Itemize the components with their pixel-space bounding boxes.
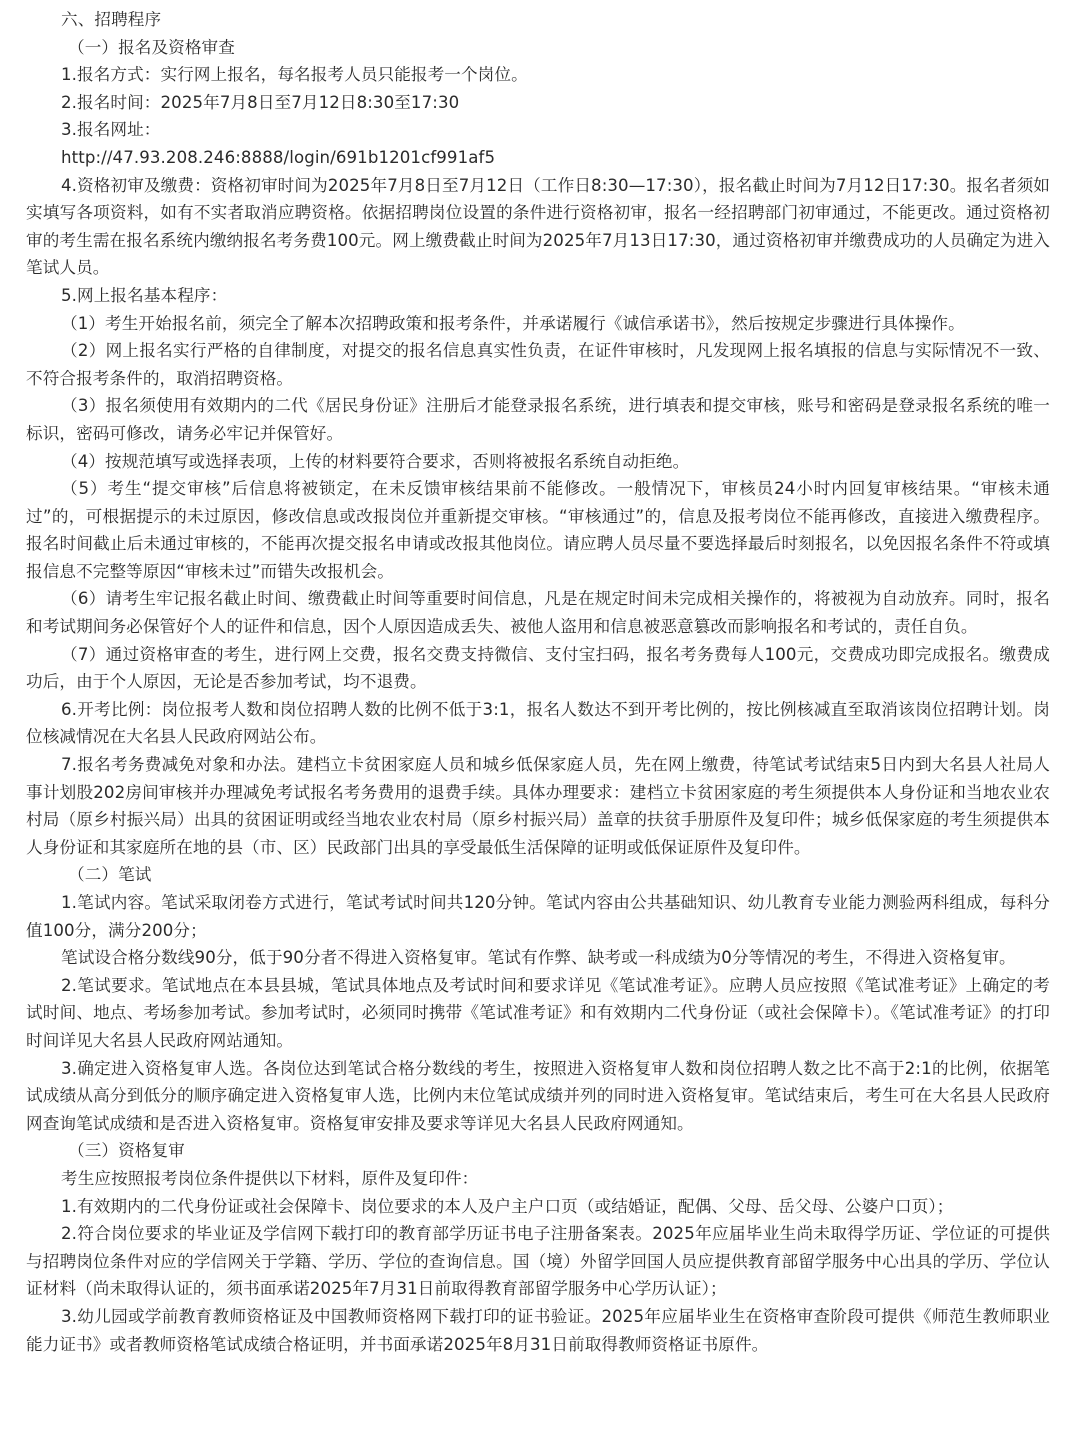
paragraph-registration-time: 2.报名时间：2025年7月8日至7月12日8:30至17:30 — [61, 92, 460, 112]
procedure-step-4: （4）按规范填写或选择表项，上传的材料要符合要求，否则将被报名系统自动拒绝。 — [61, 451, 690, 471]
material-item-2: 2.符合岗位要求的毕业证及学信网下载打印的教育部学历证书电子注册备案表。2025年应届毕业生尚未取得学历证、学位证的可提供与招聘岗位条件对应的学信网关于学籍、学历、学位的查询信息。国（境）外留学回国人员应提供教育部留学服务中心出具的学历、学位认证材料（尚未取得认证的，须书面承诺2025年7月31日前取得教育部留学服务中心学历认证）； — [26, 1224, 1050, 1299]
procedure-step-6: （6）请考生牢记报名截止时间、缴费截止时间等重要时间信息，凡是在规定时间未完成相关操作的，将被视为自动放弃。同时，报名和考试期间务必保管好个人的证件和信息，因个人原因造成丢失、被他人盗用和信息被恶意篡改而影响报名和考试的，责任自负。 — [26, 589, 1050, 637]
paragraph-online-procedure: 5.网上报名基本程序： — [61, 285, 228, 305]
procedure-step-7: （7）通过资格审查的考生，进行网上交费，报名交费支持微信、支付宝扫码，报名考务费每人100元，交费成功即完成报名。缴费成功后，由于个人原因，无论是否参加考试，均不退费。 — [26, 644, 1050, 692]
procedure-step-2: （2）网上报名实行严格的自律制度，对提交的报名信息真实性负责，在证件审核时，凡发现网上报名填报的信息与实际情况不一致、不符合报考条件的，取消招聘资格。 — [26, 341, 1050, 388]
paragraph-registration-url-label: 3.报名网址： — [61, 120, 161, 140]
paragraph-exam-content: 1.笔试内容。笔试采取闭卷方式进行，笔试考试时间共120分钟。笔试内容由公共基础知识、幼儿教育专业能力测验两科组成，每科分值100分，满分200分； — [26, 893, 1050, 940]
subsection-title-written-exam: （二）笔试 — [68, 865, 152, 885]
subsection-title-qualification-review: （三）资格复审 — [68, 1141, 185, 1161]
document-body — [26, 6, 1050, 1358]
paragraph-review-candidates: 3.确定进入资格复审人选。各岗位达到笔试合格分数线的考生，按照进入资格复审人数和岗位招聘人数之比不高于2:1的比例，依据笔试成绩从高分到低分的顺序确定进入资格复审人选，比例内末位笔试成绩并列的同时进入资格复审。笔试结束后，考生可在大名县人民政府网查询笔试成绩和是否进入资格复审。资格复审安排及要求等详见大名县人民政府网通知。 — [26, 1058, 1050, 1133]
paragraph-registration-method: 1.报名方式：实行网上报名，每名报考人员只能报考一个岗位。 — [61, 65, 528, 85]
material-item-1: 1.有效期内的二代身份证或社会保障卡、岗位要求的本人及户主户口页（或结婚证，配偶、父母、岳父母、公婆户口页）； — [61, 1196, 954, 1216]
paragraph-fee-waiver: 7.报名考务费减免对象和办法。建档立卡贫困家庭人员和城乡低保家庭人员，先在网上缴费，待笔试考试结束5日内到大名县人社局人事计划股202房间审核并办理减免考试报名考务费用的退费手续。具体办理要求：建档立卡贫困家庭的考生须提供本人身份证和当地农业农村局（原乡村振兴局）出具的贫困证明或经当地农业农村局（原乡村振兴局）盖章的扶贫手册原件及复印件；城乡低保家庭的考生须提供本人身份证和其家庭所在地的县（市、区）民政部门出具的享受最低生活保障的证明或低保证原件及复印件。 — [26, 755, 1050, 857]
procedure-step-3: （3）报名须使用有效期内的二代《居民身份证》注册后才能登录报名系统，进行填表和提交审核，账号和密码是登录报名系统的唯一标识，密码可修改，请务必牢记并保管好。 — [26, 396, 1050, 443]
paragraph-exam-requirements: 2.笔试要求。笔试地点在本县县城，笔试具体地点及考试时间和要求详见《笔试准考证》。应聘人员应按照《笔试准考证》上确定的考试时间、地点、考场参加考试。参加考试时，必须同时携带《笔试准考证》和有效期内二代身份证（或社会保障卡）。《笔试准考证》的打印时间详见大名县人民政府网站通知。 — [26, 975, 1050, 1050]
material-item-3: 3.幼儿园或学前教育教师资格证及中国教师资格网下载打印的证书验证。2025年应届毕业生在资格审查阶段可提供《师范生教师职业能力证书》或者教师资格笔试成绩合格证明，并书面承诺2025年8月31日前取得教师资格证书原件。 — [26, 1306, 1050, 1354]
procedure-step-1: （1）考生开始报名前，须完全了解本次招聘政策和报考条件，并承诺履行《诚信承诺书》，然后按规定步骤进行具体操作。 — [61, 313, 965, 333]
registration-url[interactable]: http://47.93.208.246:8888/login/691b1201cf991af5 — [61, 147, 496, 167]
section-heading: 六、招聘程序 — [61, 10, 162, 29]
paragraph-passing-score: 笔试设合格分数线90分，低于90分者不得进入资格复审。笔试有作弊、缺考或一科成绩为0分等情况的考生，不得进入资格复审。 — [61, 948, 1016, 968]
paragraph-materials-intro: 考生应按照报考岗位条件提供以下材料，原件及复印件： — [61, 1168, 479, 1188]
procedure-step-5: （5）考生“提交审核”后信息将被锁定，在未反馈审核结果前不能修改。一般情况下，审核员24小时内回复审核结果。“审核未通过”的，可根据提示的未过原因，修改信息或改报岗位并重新提交审核。“审核通过”的，信息及报考岗位不能再修改，直接进入缴费程序。报名时间截止后未通过审核的，不能再次提交报名申请或改报其他岗位。请应聘人员尽量不要选择最后时刻报名，以免因报名条件不符或填报信息不完整等原因“审核未过”而错失改报机会。 — [26, 479, 1050, 581]
paragraph-exam-ratio: 6.开考比例：岗位报考人数和岗位招聘人数的比例不低于3:1，报名人数达不到开考比例的，按比例核减直至取消该岗位招聘计划。岗位核减情况在大名县人民政府网站公布。 — [26, 699, 1050, 747]
subsection-title-registration: （一）报名及资格审查 — [68, 37, 235, 57]
paragraph-preliminary-review: 4.资格初审及缴费：资格初审时间为2025年7月8日至7月12日（工作日8:30—17:30），报名截止时间为7月12日17:30。报名者须如实填写各项资料，如有不实者取消应聘资格。依据招聘岗位设置的条件进行资格初审，报名一经招聘部门初审通过，不能更改。通过资格初审的考生需在报名系统内缴纳报名考务费100元。网上缴费截止时间为2025年7月13日17:30，通过资格初审并缴费成功的人员确定为进入笔试人员。 — [26, 175, 1050, 278]
